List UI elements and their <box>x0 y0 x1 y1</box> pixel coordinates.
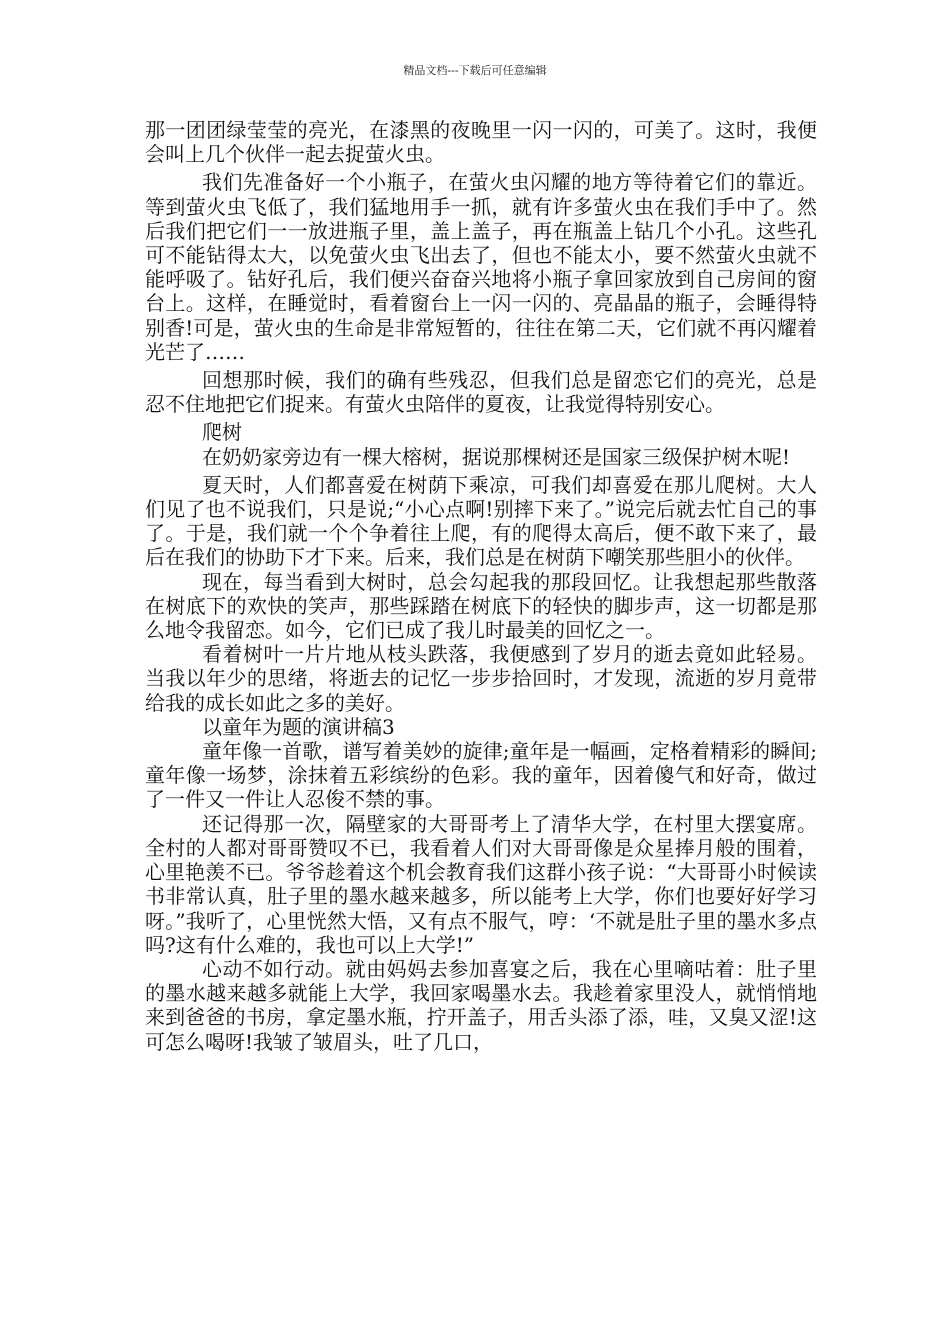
paragraph-summer-climbing: 夏天时，人们都喜爱在树荫下乘凉，可我们却喜爱在那儿爬树。大人们见了也不说我们，只是说;“小心点啊!别摔下来了。”说完后就去忙自己的事了。于是，我们就一个个争着往上爬，有的爬得太高后，便不敢下来了，最后在我们的协助下才下来。后来，我们总是在树荫下嘲笑那些胆小的伙伴。 <box>145 472 817 570</box>
paragraph-catching-fireflies: 我们先准备好一个小瓶子，在萤火虫闪耀的地方等待着它们的靠近。等到萤火虫飞低了，我们猛地用手一抓，就有许多萤火虫在我们手中了。然后我们把它们一一放进瓶子里，盖上盖子，再在瓶盖上钻几个小孔。这些孔可不能钻得太大，以免萤火虫飞出去了，但也不能太小，要不然萤火虫就不能呼吸了。钻好孔后，我们便兴奋奋兴地将小瓶子拿回家放到自己房间的窗台上。这样，在睡觉时，看着窗台上一闪一闪的、亮晶晶的瓶子，会睡得特别香!可是，萤火虫的生命是非常短暂的，往往在第二天，它们就不再闪耀着光芒了…… <box>145 170 817 364</box>
paragraph-childhood-song: 童年像一首歌，谱写着美妙的旋律;童年是一幅画，定格着精彩的瞬间;童年像一场梦，涂抹着五彩缤纷的色彩。我的童年，因着傻气和好奇，做过了一件又一件让人忍俊不禁的事。 <box>145 739 817 812</box>
paragraph-university-banquet: 还记得那一次，隔壁家的大哥哥考上了清华大学，在村里大摆宴席。全村的人都对哥哥赞叹不已，我看着人们对大哥哥像是众星捧月般的围着，心里艳羡不已。爷爷趁着这个机会教育我们这群小孩子说：“大哥哥小时候读书非常认真，肚子里的墨水越来越多，所以能考上大学，你们也要好好学习呀。”我听了，心里恍然大悟，又有点不服气，哼：‘不就是肚子里的墨水多点吗?这有什么难的，我也可以上大学!” <box>145 811 817 957</box>
paragraph-fireflies-memory: 回想那时候，我们的确有些残忍，但我们总是留恋它们的亮光，总是忍不住地把它们捉来。有萤火虫陪伴的夏夜，让我觉得特别安心。 <box>145 368 817 417</box>
page-header: 精品文档---下载后可任意编辑 <box>403 64 547 77</box>
paragraph-drinking-ink: 心动不如行动。就由妈妈去参加喜宴之后，我在心里嘀咕着：肚子里的墨水越来越多就能上大学，我回家喝墨水去。我趁着家里没人，就悄悄地来到爸爸的书房，拿定墨水瓶，拧开盖子，用舌头添了添，哇，又臭又涩!这可怎么喝呀!我皱了皱眉头，吐了几口， <box>145 956 817 1054</box>
paragraph-tree-memories: 现在，每当看到大树时，总会勾起我的那段回忆。让我想起那些散落在树底下的欢快的笑声，那些踩踏在树底下的轻快的脚步声，这一切都是那么地令我留恋。如今，它们已成了我儿时最美的回忆之一。 <box>145 569 817 643</box>
section-heading-speech-3: 以童年为题的演讲稿3 <box>202 714 395 739</box>
paragraph-falling-leaves: 看着树叶一片片地从枝头跌落，我便感到了岁月的逝去竟如此轻易。当我以年少的思绪，将逝去的记忆一步步拾回时，才发现，流逝的岁月竟带给我的成长如此之多的美好。 <box>145 642 817 715</box>
paragraph-banyan-tree: 在奶奶家旁边有一棵大榕树，据说那棵树还是国家三级保护树木呢! <box>202 444 791 469</box>
section-heading-climbing-trees: 爬树 <box>202 420 242 445</box>
document-body <box>145 118 817 1054</box>
paragraph-fireflies-intro: 那一团团绿莹莹的亮光，在漆黑的夜晚里一闪一闪的，可美了。这时，我便会叫上几个伙伴一起去捉萤火虫。 <box>145 118 817 167</box>
